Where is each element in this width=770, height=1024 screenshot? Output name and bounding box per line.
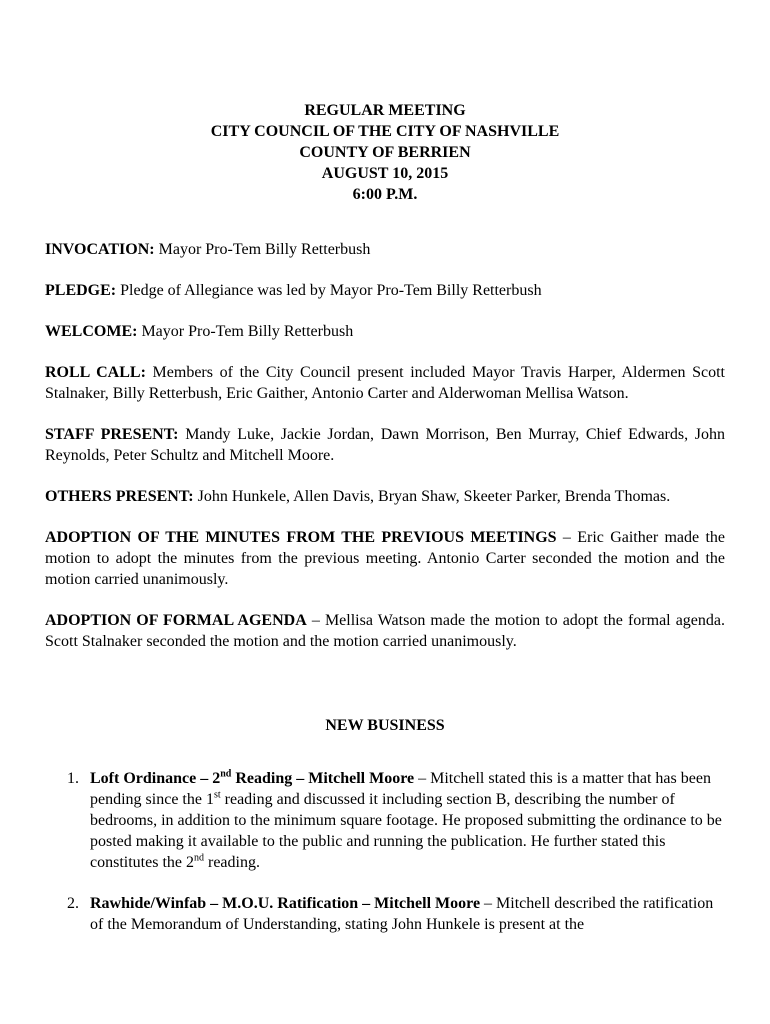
list-item [45, 893, 725, 935]
roll-call-text: Members of the City Council present included Mayor Travis Harper, Aldermen Scott Stalnaker, Billy Retterbush, Eric Gaither, Antonio Carter and Alderwoman Mellisa Watson. [45, 364, 726, 402]
adoption-minutes-section [45, 527, 725, 590]
item-superscript: nd [193, 852, 204, 864]
header-time: 6:00 P.M. [352, 186, 418, 203]
invocation-label: INVOCATION: [45, 241, 155, 258]
welcome-label: WELCOME: [45, 323, 138, 340]
adoption-minutes-label: ADOPTION OF THE MINUTES FROM THE PREVIOUS MEETINGS [45, 529, 557, 546]
item-title-superscript: nd [220, 768, 232, 780]
item-text: reading. [203, 854, 260, 871]
list-item [45, 768, 725, 873]
pledge-section [45, 280, 725, 301]
pledge-text: Pledge of Allegiance was led by Mayor Pro-Tem Billy Retterbush [116, 282, 542, 299]
others-present-label: OTHERS PRESENT: [45, 488, 194, 505]
staff-present-text: Mandy Luke, Jackie Jordan, Dawn Morrison, Ben Murray, Chief Edwards, John Reynolds, Peter Schultz and Mitchell Moore. [45, 426, 726, 464]
welcome-text: Mayor Pro-Tem Billy Retterbush [137, 323, 354, 340]
staff-present-section [45, 424, 725, 466]
header-date: AUGUST 10, 2015 [321, 165, 449, 182]
header-meeting-type: REGULAR MEETING [304, 102, 466, 119]
staff-present-label: STAFF PRESENT: [45, 426, 179, 443]
item-number: 2. [67, 895, 79, 912]
new-business-list [45, 768, 725, 935]
invocation-text: Mayor Pro-Tem Billy Retterbush [154, 241, 371, 258]
adoption-agenda-text: – Mellisa Watson made the motion to adopt the formal agenda. Scott Stalnaker seconded the motion and the motion carried unanimously. [45, 612, 725, 650]
item-title [90, 770, 414, 787]
adoption-minutes-text: – Eric Gaither made the motion to adopt the minutes from the previous meeting. Antonio Carter seconded the motion and the motion carried unanimously. [45, 529, 725, 588]
new-business-heading: NEW BUSINESS [325, 717, 445, 734]
item-text: reading and discussed it including section B, describing the number of bedrooms, in addition to the minimum square footage. He proposed submitting the ordinance to be posted making it available to the public and running the publication. He further stated this constitutes the 2 [90, 791, 722, 871]
roll-call-label: ROLL CALL: [45, 364, 146, 381]
item-text: – Mitchell described the ratification of the Memorandum of Understanding, stating John Hunkele is present at the [90, 895, 714, 933]
item-text: – Mitchell stated this is a matter that has been pending since the 1 [90, 770, 711, 808]
roll-call-section [45, 362, 725, 404]
item-superscript: st [213, 789, 221, 801]
item-title-part: Loft Ordinance – 2 [90, 770, 221, 787]
meeting-header [45, 100, 725, 205]
header-council-name: CITY COUNCIL OF THE CITY OF NASHVILLE [210, 123, 560, 140]
adoption-agenda-section [45, 610, 725, 652]
invocation-section [45, 239, 725, 260]
item-title: Rawhide/Winfab – M.O.U. Ratification – Mitchell Moore [90, 895, 481, 912]
item-title-part: Reading – Mitchell Moore [231, 770, 415, 787]
welcome-section [45, 321, 725, 342]
others-present-text: John Hunkele, Allen Davis, Bryan Shaw, Skeeter Parker, Brenda Thomas. [193, 488, 671, 505]
adoption-agenda-label: ADOPTION OF FORMAL AGENDA [45, 612, 307, 629]
pledge-label: PLEDGE: [45, 282, 117, 299]
item-number: 1. [67, 770, 79, 787]
header-county: COUNTY OF BERRIEN [299, 144, 471, 161]
others-present-section [45, 486, 725, 507]
